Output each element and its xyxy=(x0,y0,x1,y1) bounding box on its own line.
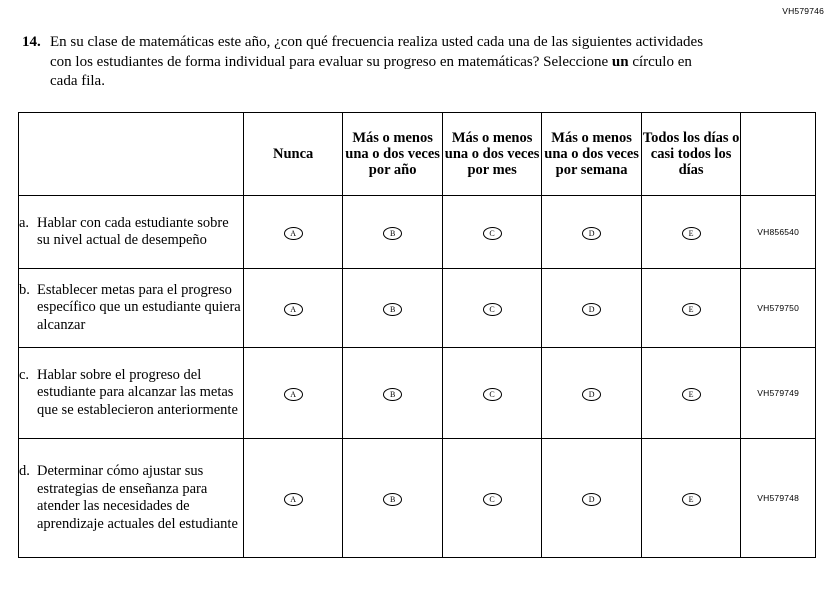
radio-bubble-b-1[interactable]: A xyxy=(284,303,303,316)
bubble-cell-a-1[interactable] xyxy=(243,196,342,269)
question-text xyxy=(50,33,722,92)
header-stem xyxy=(19,113,244,196)
bubble-cell-b-2[interactable] xyxy=(343,269,442,348)
header-option-never: Nunca xyxy=(243,113,342,196)
bubble-cell-c-2[interactable] xyxy=(343,348,442,439)
radio-bubble-d-1[interactable]: A xyxy=(284,493,303,506)
row-stem-b xyxy=(19,269,244,348)
question-text-bold: un xyxy=(611,53,629,70)
radio-bubble-c-3[interactable]: C xyxy=(483,388,502,401)
table-header-row xyxy=(19,113,816,196)
bubble-cell-c-4[interactable] xyxy=(542,348,641,439)
radio-bubble-a-5[interactable]: E xyxy=(682,227,701,240)
row-stem-c xyxy=(19,348,244,439)
row-code-a: VH856540 xyxy=(741,196,816,269)
row-code-c: VH579749 xyxy=(741,348,816,439)
radio-bubble-d-3[interactable]: C xyxy=(483,493,502,506)
page-item-code: VH579746 xyxy=(782,6,824,16)
header-option-yearly: Más o menos una o dos veces por año xyxy=(343,113,442,196)
radio-bubble-a-2[interactable]: B xyxy=(383,227,402,240)
row-letter-a: a. xyxy=(19,214,30,231)
table-row xyxy=(19,269,816,348)
bubble-cell-d-2[interactable] xyxy=(343,439,442,558)
radio-bubble-b-3[interactable]: C xyxy=(483,303,502,316)
row-letter-b: b. xyxy=(19,281,30,298)
radio-bubble-b-5[interactable]: E xyxy=(682,303,701,316)
row-stem-a xyxy=(19,196,244,269)
row-letter-d: d. xyxy=(19,463,30,479)
bubble-cell-c-5[interactable] xyxy=(641,348,740,439)
row-stem-d xyxy=(19,439,244,558)
question-number: 14. xyxy=(22,34,41,50)
bubble-cell-b-3[interactable] xyxy=(442,269,541,348)
radio-bubble-c-1[interactable]: A xyxy=(284,388,303,401)
bubble-cell-c-3[interactable] xyxy=(442,348,541,439)
table-row xyxy=(19,196,816,269)
question-text-part2: círculo en cada fila. xyxy=(50,53,692,89)
radio-bubble-b-4[interactable]: D xyxy=(582,303,601,316)
radio-bubble-d-5[interactable]: E xyxy=(682,493,701,506)
radio-bubble-a-1[interactable]: A xyxy=(284,227,303,240)
bubble-cell-b-4[interactable] xyxy=(542,269,641,348)
radio-bubble-c-5[interactable]: E xyxy=(682,388,701,401)
bubble-cell-a-3[interactable] xyxy=(442,196,541,269)
header-option-daily: Todos los días o casi todos los días xyxy=(641,113,740,196)
row-label-d: Determinar cómo ajustar sus estrategias de enseñanza para atender las necesidades de aprendizaje actuales del estudiante xyxy=(37,463,238,532)
bubble-cell-d-4[interactable] xyxy=(542,439,641,558)
bubble-cell-a-4[interactable] xyxy=(542,196,641,269)
radio-bubble-b-2[interactable]: B xyxy=(383,303,402,316)
bubble-cell-c-1[interactable] xyxy=(243,348,342,439)
table-row xyxy=(19,348,816,439)
header-option-weekly: Más o menos una o dos veces por semana xyxy=(542,113,641,196)
radio-bubble-c-4[interactable]: D xyxy=(582,388,601,401)
row-code-d: VH579748 xyxy=(741,439,816,558)
header-code xyxy=(741,113,816,196)
bubble-cell-d-5[interactable] xyxy=(641,439,740,558)
radio-bubble-a-3[interactable]: C xyxy=(483,227,502,240)
bubble-cell-b-1[interactable] xyxy=(243,269,342,348)
bubble-cell-b-5[interactable] xyxy=(641,269,740,348)
row-code-b: VH579750 xyxy=(741,269,816,348)
row-label-c: Hablar sobre el progreso del estudiante para alcanzar las metas que se establecieron anteriormente xyxy=(37,366,238,418)
radio-bubble-a-4[interactable]: D xyxy=(582,227,601,240)
row-label-b: Establecer metas para el progreso específico que un estudiante quiera alcanzar xyxy=(37,281,241,333)
table-row xyxy=(19,439,816,558)
response-matrix xyxy=(18,112,816,558)
row-letter-c: c. xyxy=(19,366,30,383)
bubble-cell-d-1[interactable] xyxy=(243,439,342,558)
bubble-cell-a-5[interactable] xyxy=(641,196,740,269)
row-label-a: Hablar con cada estudiante sobre su nivel actual de desempeño xyxy=(37,214,229,248)
bubble-cell-d-3[interactable] xyxy=(442,439,541,558)
radio-bubble-c-2[interactable]: B xyxy=(383,388,402,401)
bubble-cell-a-2[interactable] xyxy=(343,196,442,269)
question-prompt xyxy=(22,33,722,92)
radio-bubble-d-2[interactable]: B xyxy=(383,493,402,506)
radio-bubble-d-4[interactable]: D xyxy=(582,493,601,506)
header-option-monthly: Más o menos una o dos veces por mes xyxy=(442,113,541,196)
question-text-part1: En su clase de matemáticas este año, ¿con qué frecuencia realiza usted cada una de las siguientes actividades con los estudiantes de forma individual para evaluar su progreso en matemáticas? Seleccione xyxy=(50,34,704,70)
